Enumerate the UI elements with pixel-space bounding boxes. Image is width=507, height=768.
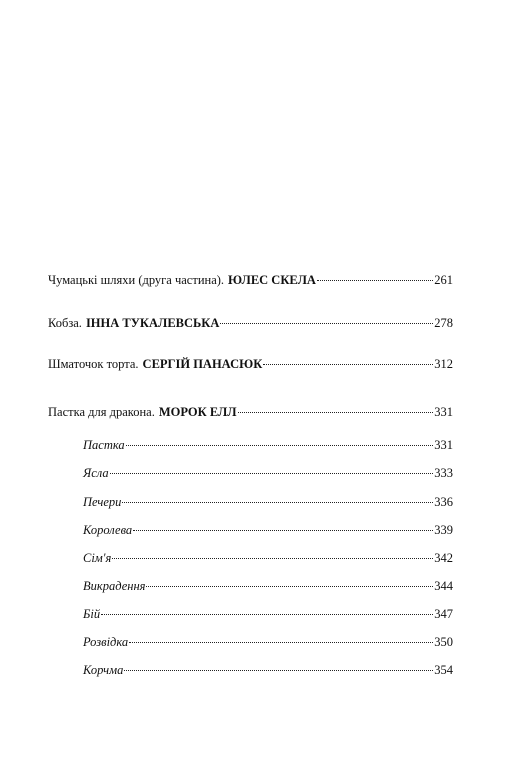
toc-chapter bbox=[83, 494, 453, 510]
dot-leader bbox=[238, 412, 434, 413]
dot-leader bbox=[122, 502, 433, 503]
dot-leader bbox=[124, 670, 433, 671]
toc-chapter bbox=[83, 662, 453, 678]
entry-title: Кобза. bbox=[48, 316, 82, 330]
toc-entry bbox=[48, 356, 453, 372]
chapter-title: Корчма bbox=[83, 663, 124, 677]
chapter-title: Королева bbox=[83, 523, 133, 537]
chapter-page-number: 331 bbox=[434, 438, 453, 452]
toc-chapter bbox=[83, 465, 453, 481]
chapter-title: Пастка bbox=[83, 438, 125, 452]
entry-author: ІННА ТУКАЛЕВСЬКА bbox=[85, 316, 220, 330]
entry-author: МОРОК ЕЛЛ bbox=[158, 405, 237, 419]
chapter-title: Сім'я bbox=[83, 551, 112, 565]
entry-page-number: 261 bbox=[434, 273, 453, 287]
chapter-title: Викрадення bbox=[83, 579, 146, 593]
chapter-page-number: 336 bbox=[434, 495, 453, 509]
entry-title: Пастка для дракона. bbox=[48, 405, 155, 419]
chapter-title: Ясла bbox=[83, 466, 109, 480]
dot-leader bbox=[101, 614, 433, 615]
toc-chapter bbox=[83, 550, 453, 566]
dot-leader bbox=[110, 473, 434, 474]
entry-page-number: 278 bbox=[434, 316, 453, 330]
chapter-title: Розвідка bbox=[83, 635, 129, 649]
dot-leader bbox=[146, 586, 433, 587]
chapter-page-number: 342 bbox=[434, 551, 453, 565]
dot-leader bbox=[220, 323, 433, 324]
toc-chapter bbox=[83, 522, 453, 538]
chapter-page-number: 339 bbox=[434, 523, 453, 537]
toc-entry bbox=[48, 272, 453, 288]
chapter-title: Печери bbox=[83, 495, 122, 509]
dot-leader bbox=[126, 445, 434, 446]
toc-chapter bbox=[83, 606, 453, 622]
dot-leader bbox=[112, 558, 433, 559]
dot-leader bbox=[263, 364, 433, 365]
chapter-title: Бій bbox=[83, 607, 101, 621]
chapter-page-number: 333 bbox=[434, 466, 453, 480]
chapter-page-number: 347 bbox=[434, 607, 453, 621]
entry-title: Шматочок торта. bbox=[48, 357, 139, 371]
entry-page-number: 331 bbox=[434, 405, 453, 419]
dot-leader bbox=[133, 530, 433, 531]
toc-chapter bbox=[83, 578, 453, 594]
entry-page-number: 312 bbox=[434, 357, 453, 371]
chapter-page-number: 354 bbox=[434, 663, 453, 677]
entry-author: ЮЛЕС СКЕЛА bbox=[228, 273, 316, 287]
dot-leader bbox=[317, 280, 433, 281]
dot-leader bbox=[129, 642, 433, 643]
toc-chapter bbox=[83, 634, 453, 650]
entry-author: СЕРГІЙ ПАНАСЮК bbox=[142, 357, 263, 371]
chapter-page-number: 344 bbox=[434, 579, 453, 593]
toc-entry bbox=[48, 315, 453, 331]
chapter-page-number: 350 bbox=[434, 635, 453, 649]
toc-chapter bbox=[83, 437, 453, 453]
toc-entry bbox=[48, 404, 453, 420]
entry-title: Чумацькі шляхи (друга частина). bbox=[48, 273, 225, 287]
